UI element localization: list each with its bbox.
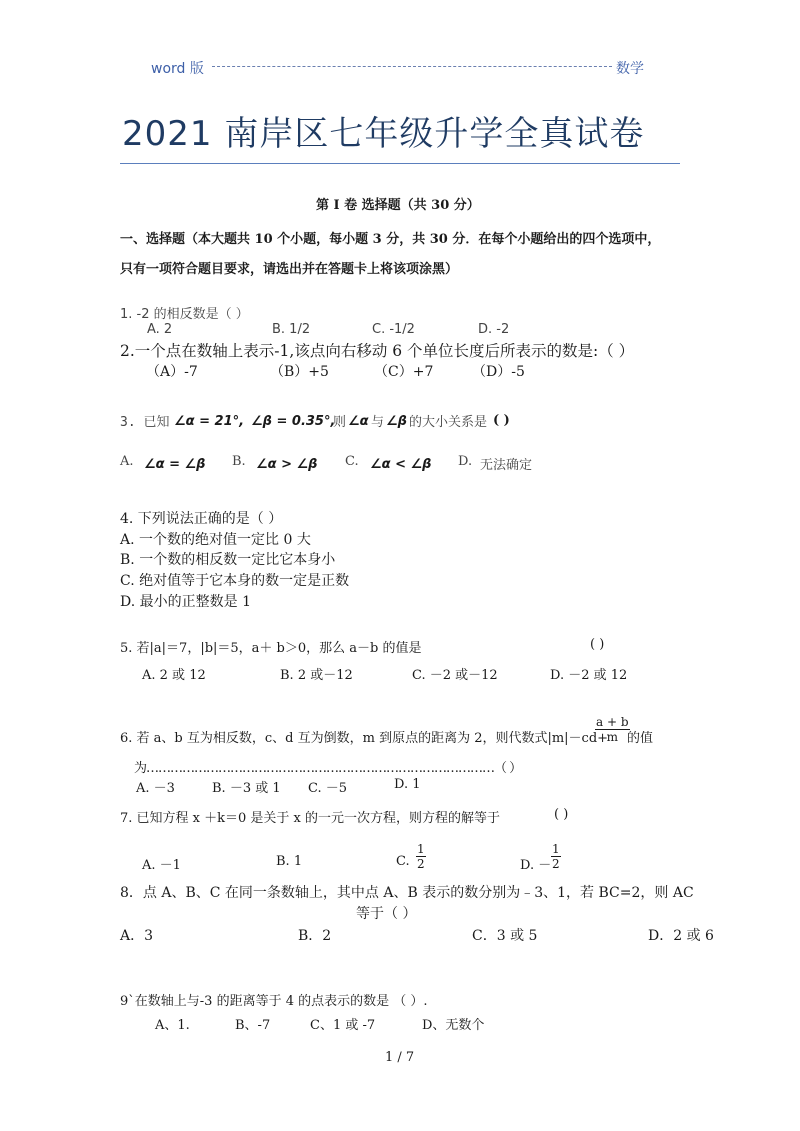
q9-option-d: D、无数个 bbox=[422, 1018, 485, 1033]
title-rule bbox=[120, 163, 680, 164]
q3-option-c-label: C. bbox=[345, 454, 359, 469]
q7-paren: ( ) bbox=[554, 807, 569, 822]
q3-angle-beta: ∠β bbox=[386, 414, 407, 429]
q6-tail: 的值 bbox=[627, 731, 654, 746]
q7-c-numerator: 1 bbox=[417, 842, 425, 856]
q7-option-a: A. －1 bbox=[142, 858, 181, 873]
q6-option-d: D. 1 bbox=[394, 777, 421, 792]
q5-option-a: A. 2 或 12 bbox=[142, 668, 206, 683]
q5-paren: ( ) bbox=[590, 637, 605, 652]
q4-option-a: A. 一个数的绝对值一定比 0 大 bbox=[120, 532, 311, 548]
page-title: 2021 南岸区七年级升学全真试卷 bbox=[122, 114, 645, 154]
q3-angle-alpha: ∠α bbox=[348, 414, 369, 429]
q5-option-b: B. 2 或－12 bbox=[280, 668, 353, 683]
q7-option-d: D. － bbox=[520, 858, 552, 873]
q3-option-d-label: D. bbox=[458, 454, 473, 469]
q6-option-c: C. －5 bbox=[308, 781, 348, 796]
q3-number: 3. 已知 bbox=[120, 415, 170, 430]
q2-option-d: （D）-5 bbox=[472, 364, 525, 380]
q9-option-c: C、1 或 -7 bbox=[310, 1018, 376, 1033]
q4-stem: 4. 下列说法正确的是（ ） bbox=[120, 511, 283, 527]
q3-then: 则 bbox=[333, 415, 347, 430]
q3-beta-value: ∠β = 0.35°, bbox=[251, 414, 336, 429]
section-heading: 第 I 卷 选择题（共 30 分） bbox=[316, 198, 480, 213]
header-left: word 版 bbox=[151, 61, 204, 77]
q5-stem: 5. 若|a|＝7，|b|＝5，a＋ b＞0，那么 a－b 的值是 bbox=[120, 641, 422, 656]
q7-option-d-fraction bbox=[551, 842, 561, 871]
q3-option-a: ∠α = ∠β bbox=[144, 457, 206, 472]
q8-option-c: C．3 或 5 bbox=[472, 928, 538, 944]
q8-option-b: B．2 bbox=[298, 928, 332, 944]
q4-option-d: D. 最小的正整数是 1 bbox=[120, 594, 251, 610]
q7-stem: 7. 已知方程 x ＋k＝0 是关于 x 的一元一次方程，则方程的解等于 bbox=[120, 811, 501, 826]
q6-fraction bbox=[595, 715, 630, 744]
q3-option-c: ∠α < ∠β bbox=[370, 457, 432, 472]
header-dashed-rule bbox=[212, 66, 612, 67]
q3-option-a-label: A. bbox=[120, 454, 134, 469]
header-right: 数学 bbox=[616, 61, 644, 77]
q8-stem: 8．点 A、B、C 在同一条数轴上，其中点 A、B 表示的数分别为﹣3、1，若 BC=2，则 AC bbox=[120, 885, 694, 901]
q2-stem: 2.一个点在数轴上表示-1,该点向右移动 6 个单位长度后所表示的数是:（ ） bbox=[120, 342, 635, 360]
q9-stem: 9`在数轴上与-3 的距离等于 4 的点表示的数是 （ ）. bbox=[120, 994, 428, 1009]
q2-option-b: （B）+5 bbox=[270, 364, 329, 380]
q3-with: 与 bbox=[371, 415, 385, 430]
q3-tail: 的大小关系是 bbox=[409, 415, 488, 430]
q3-paren: ( ) bbox=[493, 413, 510, 428]
q6-option-b: B. －3 或 1 bbox=[212, 781, 281, 796]
page-number: 1 / 7 bbox=[385, 1050, 415, 1065]
q3-option-d: 无法确定 bbox=[480, 458, 533, 473]
q6-option-a: A. －3 bbox=[136, 781, 175, 796]
q9-option-a: A、1. bbox=[155, 1018, 190, 1033]
q7-d-denominator: 2 bbox=[552, 857, 560, 871]
instructions-line-2: 只有一项符合题目要求，请选出并在答题卡上将该项涂黑） bbox=[120, 262, 459, 277]
q5-option-d: D. －2 或 12 bbox=[550, 668, 628, 683]
q2-option-c: （C）+7 bbox=[374, 364, 434, 380]
q6-fraction-denominator: m bbox=[606, 730, 618, 744]
q8-option-d: D．2 或 6 bbox=[648, 928, 714, 944]
q7-option-b: B. 1 bbox=[276, 854, 303, 869]
q1-option-d: D. -2 bbox=[478, 322, 510, 337]
q6-line-2: 为……………………………………………………………………………（ ） bbox=[134, 761, 522, 776]
q1-option-c: C. -1/2 bbox=[372, 322, 415, 337]
q8-line-2: 等于（ ） bbox=[356, 906, 417, 922]
q7-d-numerator: 1 bbox=[552, 842, 560, 856]
q7-option-c: C. bbox=[396, 854, 410, 869]
q3-option-b: ∠α > ∠β bbox=[256, 457, 318, 472]
q1-option-a: A. 2 bbox=[147, 322, 173, 337]
q1-stem: 1. -2 的相反数是（ ） bbox=[120, 307, 249, 322]
q6-stem: 6. 若 a、b 互为相反数，c、d 互为倒数，m 到原点的距离为 2，则代数式|m|－cd+ bbox=[120, 731, 609, 746]
q4-option-c: C. 绝对值等于它本身的数一定是正数 bbox=[120, 573, 350, 589]
instructions-line-1: 一、选择题（本大题共 10 个小题，每小题 3 分，共 30 分．在每个小题给出的四个选项中， bbox=[120, 232, 661, 247]
q7-option-c-fraction bbox=[416, 842, 426, 871]
q5-option-c: C. －2 或－12 bbox=[412, 668, 498, 683]
q1-option-b: B. 1/2 bbox=[272, 322, 311, 337]
q3-alpha-value: ∠α = 21°, bbox=[174, 414, 245, 429]
q8-option-a: A．3 bbox=[120, 928, 154, 944]
q4-option-b: B. 一个数的相反数一定比它本身小 bbox=[120, 552, 336, 568]
q2-option-a: （A）-7 bbox=[146, 364, 198, 380]
q3-option-b-label: B. bbox=[232, 454, 246, 469]
q6-fraction-numerator: a + b bbox=[596, 715, 629, 729]
q9-option-b: B、-7 bbox=[235, 1018, 271, 1033]
q7-c-denominator: 2 bbox=[417, 857, 425, 871]
